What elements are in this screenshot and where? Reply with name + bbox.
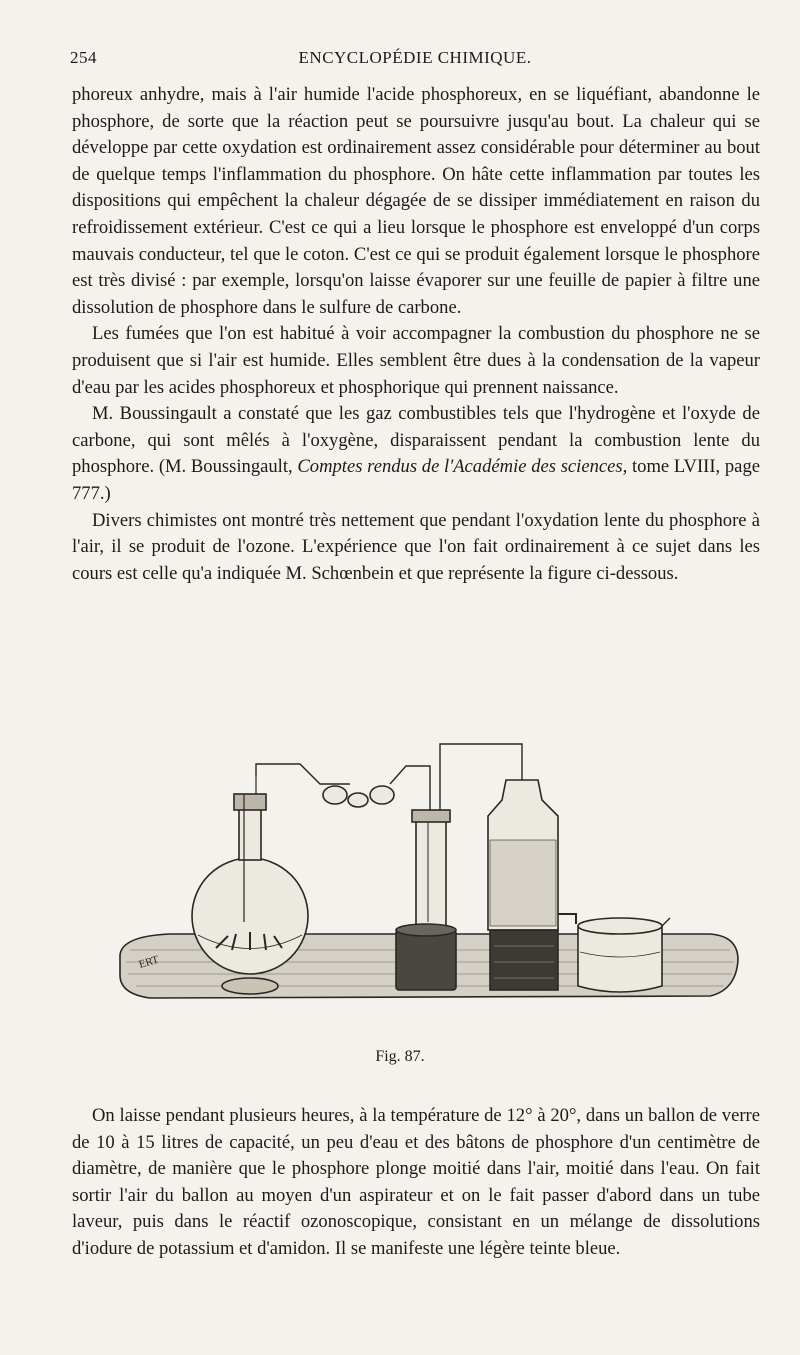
- engraver-signature: ERT: [137, 953, 161, 971]
- body-text-top: [72, 82, 760, 587]
- paragraph-ozone: Divers chimistes ont montré très nettement que pendant l'oxydation lente du phosphore à l'air, il se produit de l'ozone. L'expérience que l'on fait ordinairement à ce sujet dans les cours est celle qu'a indiquée M. Schœnbein et que représente la figure ci-dessous.: [72, 509, 760, 584]
- paragraph-experience: On laisse pendant plusieurs heures, à la température de 12° à 20°, dans un ballon de verre de 10 à 15 litres de capacité, un peu d'eau et des bâtons de phosphore d'un centimètre de diamètre, de manière que le phosphore plonge moitié dans l'air, moitié dans l'eau. On fait sortir l'air du ballon au moyen d'un aspirateur et on le fait passer d'abord dans un tube laveur, puis dans le réactif ozonoscopique, consistant en un mélange de dissolutions d'iodure de potassium et d'amidon. Il se manifeste une légère teinte bleue.: [72, 1105, 760, 1259]
- paragraph-boussingault: [72, 401, 760, 507]
- boussingault-text-after: , tome LVIII, page 777.): [72, 456, 760, 504]
- boussingault-citation-title: Comptes rendus de l'Académie des sciences: [297, 456, 623, 478]
- page-header: [70, 48, 760, 76]
- reagent-basin: [578, 918, 670, 992]
- figure-87-illustration: [110, 700, 750, 1040]
- figure-caption: Fig. 87.: [375, 1048, 425, 1065]
- body-text-bottom: [72, 1103, 760, 1263]
- paragraph-phosphore-anhydre: phoreux anhydre, mais à l'air humide l'acide phosphoreux, en se liquéfiant, abandonne le phosphore, de sorte que la réaction peut se poursuivre jusqu'au bout. La chaleur qui se développe par cette oxydation est ordinairement assez considérable pour déterminer au bout de quelque temps l'inflammation du phosphore. On hâte cette inflammation par toutes les dispositions qui empêchent la chaleur dégagée de se dissiper immédiatement en raison du refroidissement extérieur. C'est ce qui a lieu lorsque le phosphore est enveloppé d'un corps mauvais conducteur, tel que le coton. C'est ce qui se produit également lorsque le phosphore est très divisé : par exemple, lorsqu'on laisse évaporer sur une feuille de papier à filtre une dissolution de phosphore dans le sulfure de carbone.: [72, 84, 760, 318]
- connecting-tube-with-bulbs: [256, 764, 430, 830]
- paragraph-fumees: Les fumées que l'on est habitué à voir accompagner la combustion du phosphore ne se produisent que si l'air est humide. Elles semblent être dues à la condensation de la vapeur d'eau par les acides phosphoreux et phosphorique qui prennent naissance.: [72, 323, 760, 398]
- page-number: 254: [70, 48, 97, 67]
- boussingault-text-before: M. Boussingault a constaté que les gaz combustibles tels que l'hydrogène et l'oxyde de carbone, qui sont mêlés à l'oxygène, disparaissent pendant la combustion lente du phosphore. (M. Boussingault,: [72, 403, 760, 478]
- running-title: ENCYCLOPÉDIE CHIMIQUE.: [298, 48, 532, 67]
